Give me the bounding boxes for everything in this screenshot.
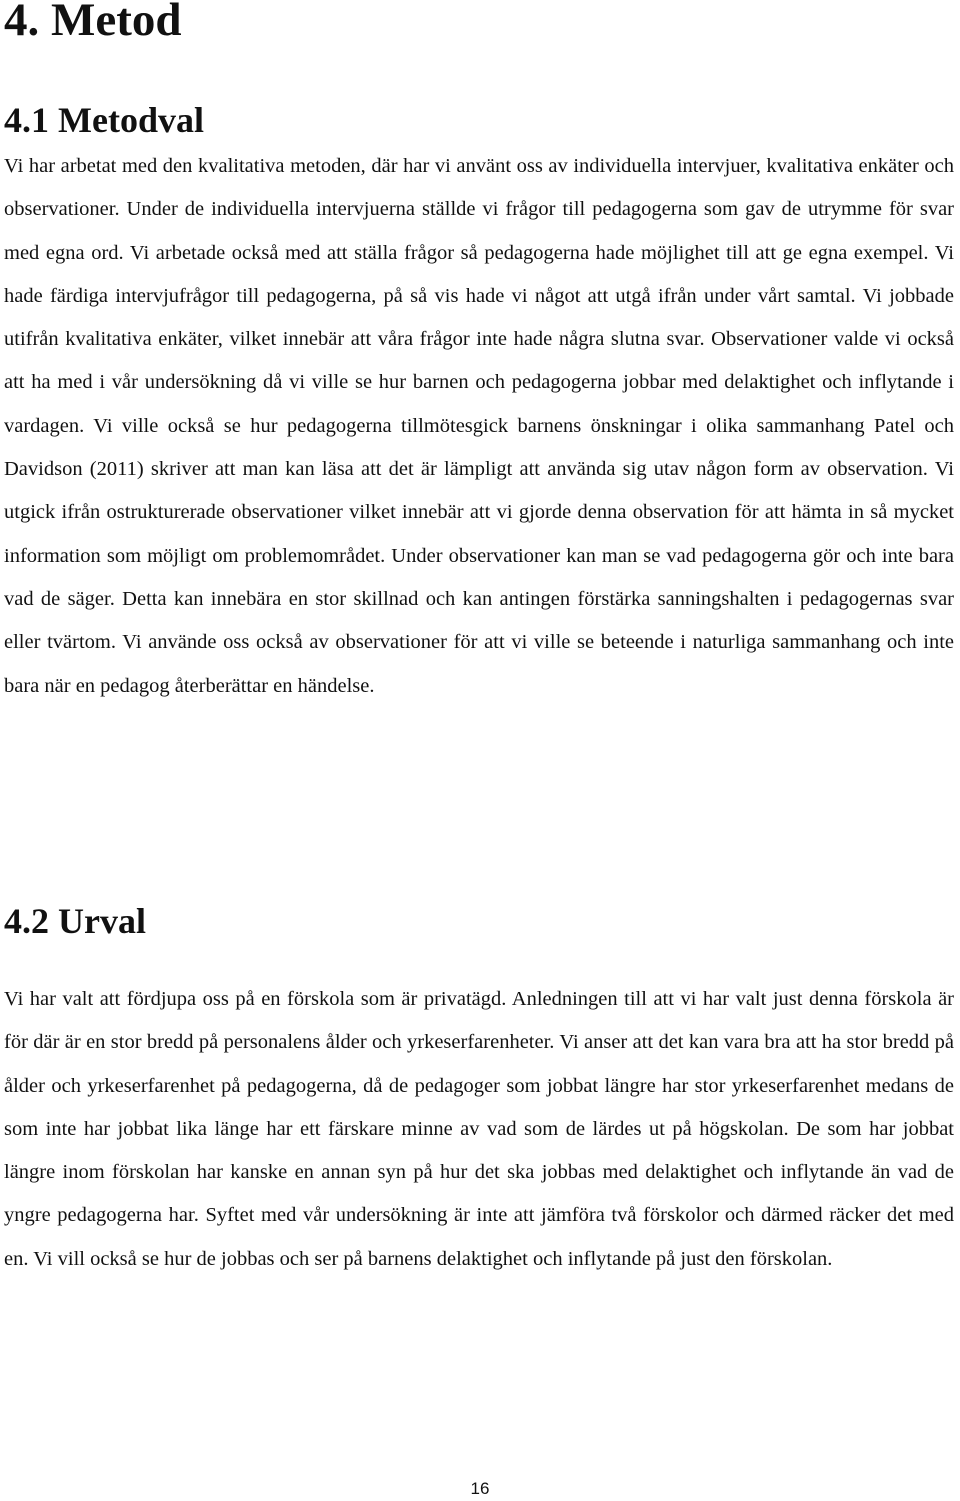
section-body-urval: Vi har valt att fördjupa oss på en förskola som är privatägd. Anledningen till att vi har valt just denna förskola är för där är en stor bredd på personalens ålder och yrkeserfarenheter. Vi anser att det kan vara bra att ha stor bredd på ålder och yrkeserfarenhet på pedagogerna, då de pedagoger som jobbat längre har stor yrkeserfarenhet medans de som inte har jobbat lika länge har ett färskare minne av vad som de lärdes ut på högskolan. De som har jobbat längre inom förskolan har kanske en annan syn på hur det ska jobbas med delaktighet och inflytande än vad de yngre pedagogerna har. Syftet med vår undersökning är inte att jämföra två förskolor och därmed räcker det med en. Vi vill också se hur de jobbas och ser på barnens delaktighet och inflytande på just den förskolan. xyxy=(4,988,954,1270)
page-number: 16 xyxy=(470,1479,490,1498)
section-heading-metodval: 4.1 Metodval xyxy=(4,100,204,140)
chapter-title: 4. Metod xyxy=(4,0,182,46)
section-body-metodval: Vi har arbetat med den kvalitativa metoden, där har vi använt oss av individuella intervjuer, kvalitativa enkäter och observationer. Under de individuella intervjuerna ställde vi frågor till pedagogerna som gav de utrymme för svar med egna ord. Vi arbetade också med att ställa frågor så pedagogerna hade möjlighet till att ge egna exempel. Vi hade färdiga intervjufrågor till pedagogerna, på så vis hade vi något att utgå ifrån under vårt samtal. Vi jobbade utifrån kvalitativa enkäter, vilket innebär att våra frågor inte hade några slutna svar. Observationer valde vi också att ha med i vår undersökning då vi ville se hur barnen och pedagogerna jobbar med delaktighet och inflytande i vardagen. Vi ville också se hur pedagogerna tillmötesgick barnens önskningar i olika sammanhang Patel och Davidson (2011) skriver att man kan läsa att det är lämpligt att använda sig utav någon form av observation. Vi utgick ifrån ostrukturerade observationer vilket innebär att vi gjorde denna observation för att hämta in så mycket information som möjligt om problemområdet. Under observationer kan man se vad pedagogerna gör och inte bara vad de säger. Detta kan innebära en stor skillnad och kan antingen förstärka sanningshalten i pedagogernas svar eller tvärtom. Vi använde oss också av observationer för att vi ville se beteende i naturliga sammanhang och inte bara när en pedagog återberättar en händelse. xyxy=(4,155,954,697)
section-heading-urval: 4.2 Urval xyxy=(4,901,146,941)
